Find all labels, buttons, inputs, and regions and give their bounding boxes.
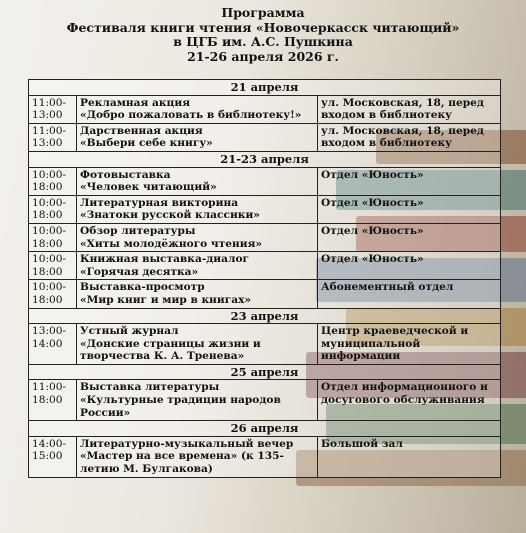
day-label: 21-23 апреля (29, 151, 501, 167)
event-start: 11:00- (32, 96, 67, 109)
event-info (77, 280, 318, 308)
event-time (29, 380, 77, 421)
event-title: Рекламная акция (80, 96, 191, 109)
event-info (77, 252, 318, 280)
event-end: 13:00 (32, 137, 63, 150)
event-description: «Выбери себе книгу» (80, 137, 213, 150)
event-info (77, 167, 318, 195)
event-description: «Человек читающий» (80, 181, 217, 194)
day-label: 23 апреля (29, 308, 501, 324)
event-info (77, 324, 318, 365)
event-description: «Хиты молодёжного чтения» (80, 237, 263, 250)
event-time (29, 195, 77, 223)
event-description: «Горячая десятка» (80, 265, 199, 278)
event-start: 13:00- (32, 325, 67, 338)
event-info (77, 223, 318, 251)
library-name: в ЦГБ им. А.С. Пушкина (173, 34, 353, 49)
event-place: Отдел «Юность» (318, 195, 501, 223)
event-place: Отдел «Юность» (318, 223, 501, 251)
event-title: Литературно-музыкальный вечер (80, 437, 294, 450)
event-row (29, 167, 501, 195)
event-title: Фотовыставка (80, 168, 171, 181)
event-description: «Знатоки русской классики» (80, 209, 260, 222)
event-place: Отдел информационного и досугового обслуживания (318, 380, 501, 421)
event-end: 14:00 (32, 337, 63, 350)
event-info (77, 195, 318, 223)
event-place: Отдел «Юность» (318, 167, 501, 195)
event-end: 18:00 (32, 237, 63, 250)
event-end: 18:00 (32, 394, 63, 407)
program-header (0, 6, 526, 64)
day-row (29, 364, 501, 380)
day-label: 25 апреля (29, 364, 501, 380)
event-end: 13:00 (32, 109, 63, 122)
event-row (29, 280, 501, 308)
event-title: Обзор литературы (80, 224, 196, 237)
event-time (29, 123, 77, 151)
event-description: «Мастер на все времена» (к 135-летию М. Булгакова) (80, 450, 284, 476)
event-place: Абонементный отдел (318, 280, 501, 308)
event-description: «Культурные традиции народов России» (80, 394, 281, 419)
day-row (29, 151, 501, 167)
festival-name: Фестиваля книги чтения «Новочеркасск читающий» (66, 19, 460, 35)
festival-dates: 21-26 апреля 2026 г. (187, 48, 339, 64)
event-time (29, 280, 77, 308)
event-start: 14:00- (32, 437, 67, 450)
event-time (29, 95, 77, 123)
event-end: 18:00 (32, 265, 63, 278)
event-description: «Добро пожаловать в библиотеку!» (80, 109, 302, 122)
event-row (29, 324, 501, 365)
event-title: Устный журнал (80, 325, 179, 338)
event-title: Выставка литературы (80, 381, 220, 394)
event-row (29, 436, 501, 477)
day-row (29, 80, 501, 96)
event-description: «Мир книг и мир в книгах» (80, 293, 252, 306)
event-time (29, 167, 77, 195)
event-place: Большой зал (318, 436, 501, 477)
event-place: Отдел «Юность» (318, 252, 501, 280)
event-row (29, 380, 501, 421)
event-start: 10:00- (32, 168, 67, 181)
event-start: 10:00- (32, 196, 67, 209)
event-info (77, 436, 318, 477)
event-row (29, 252, 501, 280)
event-end: 18:00 (32, 293, 63, 306)
event-place: ул. Московская, 18, перед входом в библиотеку (318, 95, 501, 123)
event-time (29, 223, 77, 251)
event-info (77, 123, 318, 151)
event-end: 18:00 (32, 209, 63, 222)
event-title: Литературная викторина (80, 196, 239, 209)
event-title: Выставка-просмотр (80, 281, 205, 294)
event-title: Книжная выставка-диалог (80, 253, 250, 266)
event-start: 11:00- (32, 381, 67, 394)
header-title: Программа (221, 5, 305, 20)
event-row (29, 123, 501, 151)
day-label: 26 апреля (29, 421, 501, 437)
event-row (29, 223, 501, 251)
event-time (29, 436, 77, 477)
event-info (77, 380, 318, 421)
day-row (29, 308, 501, 324)
event-start: 11:00- (32, 124, 67, 137)
event-time (29, 324, 77, 365)
event-start: 10:00- (32, 253, 67, 266)
event-end: 15:00 (32, 450, 63, 463)
event-time (29, 252, 77, 280)
event-end: 18:00 (32, 181, 63, 194)
event-place: Центр краеведческой и муниципальной информации (318, 324, 501, 365)
event-row (29, 195, 501, 223)
event-start: 10:00- (32, 281, 67, 294)
day-row (29, 421, 501, 437)
day-label: 21 апреля (29, 80, 501, 96)
event-description: «Донские страницы жизни и творчества К. А. Тренева» (80, 337, 261, 363)
program-table (28, 79, 501, 478)
event-title: Дарственная акция (80, 124, 203, 137)
event-info (77, 95, 318, 123)
event-row (29, 95, 501, 123)
event-place: ул. Московская, 18, перед входом в библиотеку (318, 123, 501, 151)
event-start: 10:00- (32, 224, 67, 237)
